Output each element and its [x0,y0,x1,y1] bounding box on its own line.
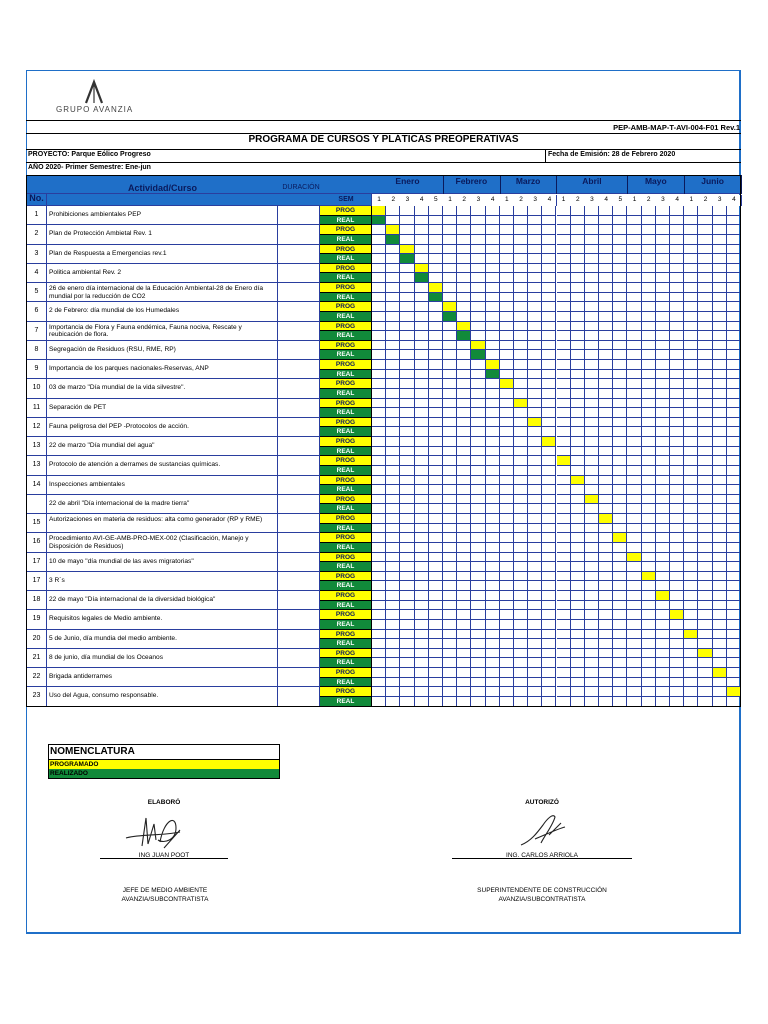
month-header-junio: Junio [684,175,742,194]
real-label: REAL [320,235,372,245]
week-header: 3 [713,195,728,206]
prog-label: PROG [320,302,372,312]
elaboro-role [80,886,250,904]
prog-label: PROG [320,206,372,216]
prog-label: PROG [320,379,372,389]
row-number: 20 [32,634,41,642]
real-label: REAL [320,581,372,591]
week-header: 1 [557,195,572,206]
elaboro-heading: ELABORÓ [147,799,181,806]
row-number: 7 [34,326,39,334]
elaboro-role-line2: AVANZIA/SUBCONTRATISTA [121,896,209,903]
activity-name: Importancia de Flora y Fauna endémica, Fauna nociva, Rescate y reubicación de flora. [49,323,242,338]
row-number: 12 [32,422,41,430]
activity-name: Fauna peligrosa del PEP -Protocolos de acción. [49,422,189,430]
prog-label: PROG [320,572,372,582]
prog-label: PROG [320,553,372,563]
month-header-mayo: Mayo [627,175,685,194]
activity-name: 22 de mayo "Día internacional de la diversidad biológica" [49,596,216,603]
prog-label: PROG [320,591,372,601]
month-header-abril: Abril [557,175,629,194]
prog-label: PROG [320,360,372,370]
activity-name: Separación de PET [49,403,107,411]
row-number: 13 [32,461,41,469]
prog-label: PROG [320,418,372,428]
month-header-marzo: Marzo [500,175,558,194]
activity-name: Brigada antiderrames [49,673,113,680]
real-label: REAL [320,389,372,399]
prog-label: PROG [320,649,372,659]
logo-text: GRUPO AVANZIA [56,105,134,114]
prog-label: PROG [320,495,372,505]
prog-label: PROG [320,476,372,486]
week-header: 4 [486,195,501,206]
activity-name: 22 de marzo "Día mundial del agua" [49,442,155,449]
month-header-febrero: Febrero [443,175,501,194]
week-header: 4 [599,195,614,206]
row-number: 6 [34,307,39,315]
real-label: REAL [320,312,372,322]
real-label: REAL [320,331,372,341]
real-label: REAL [320,427,372,437]
project-label: PROYECTO: Parque Eólico Progreso [28,151,151,158]
real-label: REAL [320,678,372,688]
week-header: 3 [585,195,600,206]
week-header: 3 [471,195,486,206]
real-label: REAL [320,658,372,668]
activity-name: 03 de marzo "Día mundial de la vida silvestre". [49,384,186,392]
row-number: 9 [34,365,39,372]
activity-name: Autorizaciones en materia de residuos: alta como generador (RP y RME) [49,516,263,523]
real-label: REAL [320,524,372,534]
real-label: REAL [320,697,372,707]
row-number: 15 [32,519,41,526]
prog-label: PROG [320,533,372,543]
week-header: 3 [400,195,415,206]
prog-label: PROG [320,264,372,274]
row-number: 1 [34,211,39,218]
activity-name: 3 R´s [49,576,65,584]
row-number: 4 [34,268,39,276]
real-label: REAL [320,273,372,283]
autorizo-role-line2: AVANZIA/SUBCONTRATISTA [498,896,586,903]
month-header-enero: Enero [372,175,444,194]
row-number: 21 [32,653,41,661]
autorizo-role [452,886,632,904]
row-number: 13 [32,442,41,449]
real-label: REAL [320,620,372,630]
prog-label: PROG [320,322,372,332]
row-number: 23 [32,692,41,700]
week-header: 5 [613,195,628,206]
activity-name: 22 de abril "Día internacional de la madre tierra" [49,499,190,507]
row-number: 5 [34,288,39,295]
row-number: 17 [32,557,41,565]
activity-name: Uso del Agua, consumo responsable. [49,692,159,700]
document-code: PEP-AMB-MAP-T-AVI-004-F01 Rev.1 [613,123,740,132]
table-border [26,175,741,707]
week-header: 2 [514,195,529,206]
autorizo-name: ING. CARLOS ARRIOLA [506,852,578,859]
activity-name: 10 de mayo "día mundial de las aves migratorias" [49,557,194,565]
real-label: REAL [320,350,372,360]
week-header: 4 [415,195,430,206]
row-number: 11 [32,403,41,411]
activity-name: Politica ambiental Rev. 2 [49,268,122,276]
col-sem-header: SEM [338,196,354,203]
elaboro-role-line1: JEFE DE MEDIO AMBIENTE [122,887,208,894]
week-header: 4 [670,195,685,206]
real-label: REAL [320,447,372,457]
real-label: REAL [320,562,372,572]
week-header: 3 [528,195,543,206]
activity-name: Procedimiento AVI-GE-AMB-PRO-MEX-002 (Clasificación, Manejo y Disposición de Residuos) [49,535,249,550]
autorizo-role-line1: SUPERINTENDENTE DE CONSTRUCCIÓN [477,887,607,894]
activity-name: Importancia de los parques nacionales-Reservas, ANP [49,365,209,372]
prog-label: PROG [320,341,372,351]
elaboro-name: ING JUAN POOT [138,852,190,859]
week-header: 2 [571,195,586,206]
col-no-header: No. [29,193,44,203]
legend-realizado: REALIZADO [49,769,279,778]
week-header: 1 [443,195,458,206]
activity-name: Segregación de Residuos (RSU, RME, RP) [49,345,176,353]
real-label: REAL [320,466,372,476]
week-header: 2 [698,195,713,206]
activity-name: 2 de Febrero: día mundial de los Humedales [49,307,180,315]
row-number: 16 [32,538,41,546]
activity-name: Protocolo de atención a derrames de sustancias químicas. [49,461,221,469]
prog-label: PROG [320,610,372,620]
week-header: 1 [627,195,642,206]
prog-label: PROG [320,399,372,409]
real-label: REAL [320,601,372,611]
week-header: 2 [457,195,472,206]
year-label: AÑO 2020- Primer Semestre: Ene-jun [28,164,151,171]
activity-name: Inspecciones ambientales [49,480,125,488]
col-duration-header: DURACIÓN [282,184,320,191]
activity-name: Plan de Respuesta a Emergencias rev.1 [49,249,167,257]
prog-label: PROG [320,437,372,447]
legend-programado: PROGRAMADO [49,760,279,769]
row-number: 18 [32,596,41,603]
row-number: 19 [32,615,41,623]
row-number: 10 [32,384,41,392]
prog-label: PROG [320,514,372,524]
col-activity-header: Actividad/Curso [127,183,197,193]
legend-box [48,744,280,779]
week-header: 5 [429,195,444,206]
prog-label: PROG [320,668,372,678]
real-label: REAL [320,216,372,226]
activity-name: Plan de Protección Ambietal Rev. 1 [49,230,152,238]
activity-name: Prohibiciones ambientales PEP [49,211,141,218]
week-header: 3 [656,195,671,206]
prog-label: PROG [320,225,372,235]
issue-date: Fecha de Emisión: 28 de Febrero 2020 [548,151,676,158]
row-number: 14 [32,480,41,488]
activity-name: 5 de Junio, día mundia del medio ambiente. [49,634,177,642]
row-number: 8 [34,345,39,353]
prog-label: PROG [320,630,372,640]
real-label: REAL [320,639,372,649]
legend-title: NOMENCLATURA [49,745,279,760]
real-label: REAL [320,370,372,380]
row-number: 3 [34,249,39,257]
activity-name: Requisitos legales de Medio ambiente. [49,615,163,623]
row-number: 2 [34,230,39,238]
week-header: 4 [542,195,557,206]
row-number: 22 [32,673,41,680]
real-label: REAL [320,485,372,495]
real-label: REAL [320,254,372,264]
real-label: REAL [320,293,372,303]
week-header: 1 [500,195,515,206]
activity-name: 8 de junio, día mundial de los Oceanos [49,653,163,661]
real-label: REAL [320,543,372,553]
prog-label: PROG [320,687,372,697]
week-header: 2 [386,195,401,206]
real-label: REAL [320,408,372,418]
week-header: 1 [372,195,387,206]
autorizo-heading: AUTORIZÓ [525,799,559,806]
signature-carlos-arriola [515,805,575,855]
week-header: 2 [642,195,657,206]
row-number: 17 [32,576,41,584]
week-header: 1 [684,195,699,206]
week-header: 4 [727,195,742,206]
real-label: REAL [320,504,372,514]
prog-label: PROG [320,283,372,293]
page-title: PROGRAMA DE CURSOS Y PLÁTICAS PREOPERATIVAS [248,134,519,145]
prog-label: PROG [320,456,372,466]
prog-label: PROG [320,245,372,255]
activity-name: 26 de enero día internacional de la Educación Ambiental-28 de Enero día mundial por la reducción de CO2 [49,285,264,300]
